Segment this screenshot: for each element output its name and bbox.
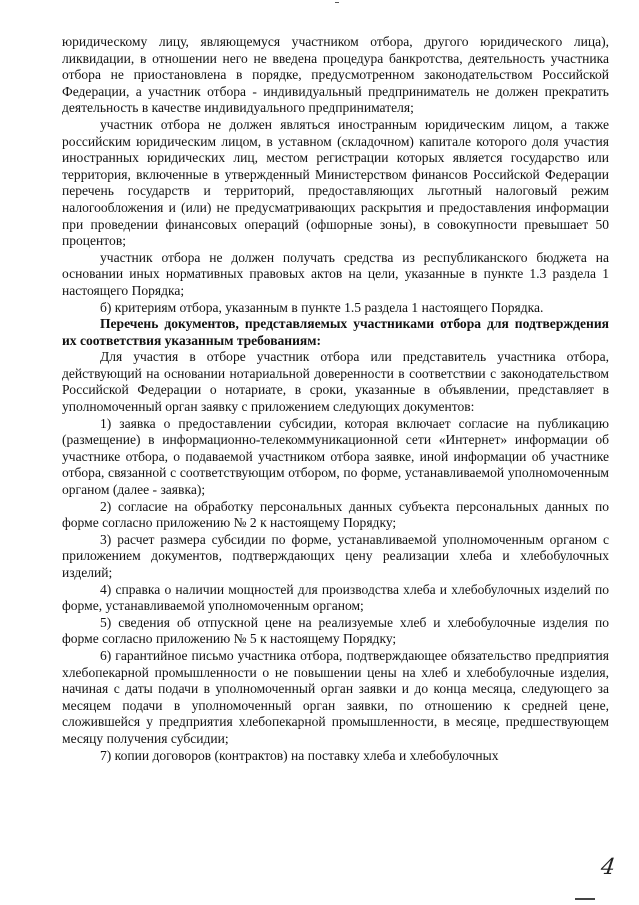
list-item-2-consent: 2) согласие на обработку персональных данных субъекта персональных данных по форме согласно приложению № 2 к настоящему Порядку; bbox=[62, 498, 609, 531]
scan-mark bbox=[335, 2, 339, 3]
paragraph-legal-entity-status: юридическому лицу, являющемуся участником отбора, другого юридического лица), ликвидации, в отношении него не введена процедура банкротства, деятельность участника отбора не приостановлена в порядке, предусмотренном законодательством Российской Федерации, а участник отбора - индивидуальный предприниматель не должен прекратить деятельность в качестве индивидуального предпринимателя; bbox=[62, 34, 609, 116]
list-item-3-calculation: 3) расчет размера субсидии по форме, устанавливаемой уполномоченным органом с приложением документов, подтверждающих цену реализации хлеба и хлебобулочных изделий; bbox=[62, 531, 609, 580]
page-number: 4 bbox=[599, 855, 617, 880]
list-item-4-capacity: 4) справка о наличии мощностей для производства хлеба и хлебобулочных изделий по форме, устанавливаемой уполномоченным органом; bbox=[62, 581, 609, 614]
section-heading-documents: Перечень документов, представляемых участниками отбора для подтверждения их соответствия указанным требованиям: bbox=[62, 316, 609, 348]
paragraph-criteria: б) критериям отбора, указанным в пункте 1.5 раздела 1 настоящего Порядка. bbox=[100, 299, 544, 315]
list-item-5-price-info: 5) сведения об отпускной цене на реализуемые хлеб и хлебобулочные изделия по форме согласно приложению № 5 к настоящему Порядку; bbox=[62, 614, 609, 647]
list-item-6-guarantee-letter: 6) гарантийное письмо участника отбора, подтверждающее обязательство предприятия хлебопекарной промышленности о не повышении цены на хлеб и хлебобулочные изделия, начиная с даты подачи в уполномоченный орган заявки и до конца месяца, следующего за месяцем подачи в уполномоченный орган заявки, по отношению к средней цене, сложившейся у предприятия хлебопекарной промышленности, в месяце, предшествующем месяцу получения субсидии; bbox=[62, 647, 609, 746]
paragraph-foreign-entity: участник отбора не должен являться иностранным юридическим лицом, а также российским юридическим лицом, в уставном (складочном) капитале которого доля участия иностранных юридических лиц, местом регистрации которых является государство или территория, включенные в утвержденный Министерством финансов Российской Федерации перечень государств и территорий, предоставляющих льготный налоговый режим налогообложения и (или) не предусматривающих раскрытия и предоставления информации при проведении финансовых операций (офшорные зоны), в совокупности превышает 50 процентов; bbox=[62, 116, 609, 249]
list-item-1-application: 1) заявка о предоставлении субсидии, которая включает согласие на публикацию (размещение) в информационно-телекоммуникационной сети «Интернет» информации об участнике отбора, о подаваемой участником отбора заявке, иной информации об участнике отбора, связанной с соответствующим отбором, по форме, устанавливаемой уполномоченным органом (далее - заявка); bbox=[62, 415, 609, 498]
paragraph-participation: Для участия в отборе участник отбора или представитель участника отбора, действующий на основании нотариальной доверенности в соответствии с законодательством Российской Федерации о нотариате, в сроки, указанные в объявлении, представляет в уполномоченный орган заявку с приложением следующих документов: bbox=[62, 349, 609, 415]
list-item-7-contracts: 7) копии договоров (контрактов) на поставку хлеба и хлебобулочных bbox=[100, 747, 499, 763]
paragraph-budget-funds: участник отбора не должен получать средства из республиканского бюджета на основании иных нормативных правовых актов на цели, указанные в пункте 1.3 раздела 1 настоящего Порядка; bbox=[62, 249, 609, 298]
scan-mark-bottom bbox=[575, 898, 595, 900]
